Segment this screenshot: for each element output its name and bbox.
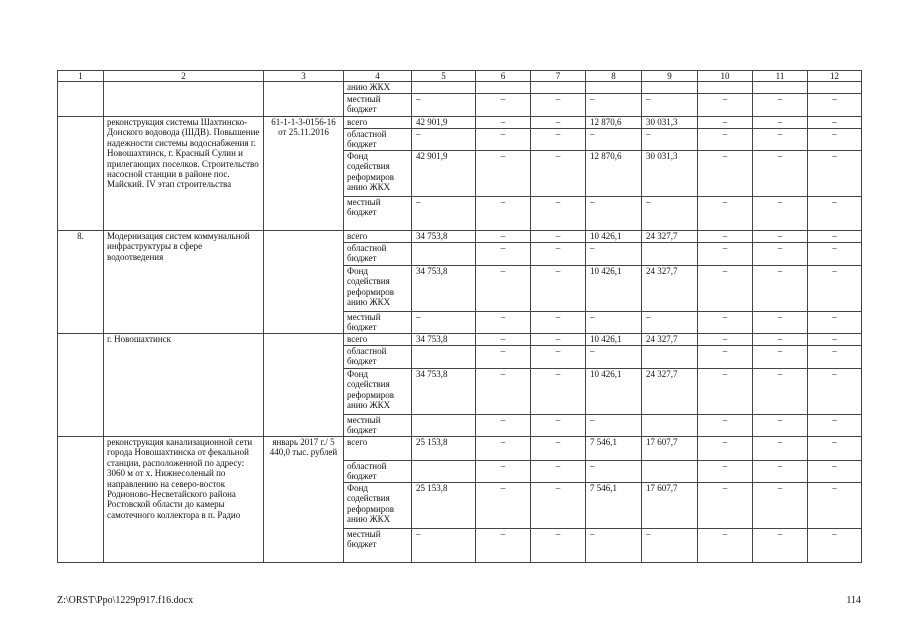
cell-c6: – [476,461,531,483]
cell-c12: – [808,483,862,529]
cell-c10: – [698,151,753,197]
cell-c11: – [753,369,808,415]
cell-total [412,243,476,266]
cell-name: Модернизация систем коммунальной инфраструктуры в сфере водоотведения [104,231,264,334]
cell-c6: – [476,266,531,312]
cell-doc [264,231,344,334]
cell-total: 42 901,9 [412,151,476,197]
header-cell: 3 [264,71,344,82]
page-number: 114 [846,595,861,606]
cell-c9: 30 031,3 [642,117,698,129]
cell-c8 [586,82,642,94]
header-cell: 1 [58,71,104,82]
cell-c11: – [753,266,808,312]
cell-c10: – [698,129,753,151]
cell-source: местный бюджет [344,197,412,231]
cell-c12: – [808,117,862,129]
file-path: Z:\ORST\Ppo\1229p917.f16.docx [57,595,194,606]
cell-source: Фонд содействия реформиров анию ЖКХ [344,369,412,415]
cell-c7 [531,82,586,94]
cell-source: всего [344,437,412,461]
cell-c7: – [531,151,586,197]
cell-c7: – [531,334,586,346]
cell-source: местный бюджет [344,529,412,563]
cell-c6: – [476,197,531,231]
cell-c7: – [531,94,586,117]
cell-c6: – [476,334,531,346]
header-cell: 10 [698,71,753,82]
cell-source: всего [344,231,412,243]
cell-c7: – [531,437,586,461]
cell-c6: – [476,312,531,334]
cell-c9: 17 607,7 [642,437,698,461]
table-row [58,334,862,346]
cell-c6: – [476,529,531,563]
cell-c8: – [586,129,642,151]
cell-source: областной бюджет [344,461,412,483]
cell-c12: – [808,369,862,415]
cell-c8: – [586,346,642,369]
cell-c7: – [531,529,586,563]
cell-c9 [642,243,698,266]
cell-c10: – [698,461,753,483]
cell-c9: 24 327,7 [642,369,698,415]
cell-c12: – [808,129,862,151]
cell-c9: – [642,197,698,231]
header-row [58,71,862,82]
cell-c12: – [808,231,862,243]
cell-c6: – [476,129,531,151]
cell-c11: – [753,117,808,129]
table-row [58,117,862,129]
cell-c11: – [753,483,808,529]
cell-c12: – [808,151,862,197]
cell-total: – [412,312,476,334]
cell-c12: – [808,243,862,266]
cell-c7: – [531,415,586,437]
cell-doc [264,334,344,437]
cell-name: реконструкция системы Шахтинско-Донского водовода (ШДВ). Повышение надежности системы водоснабжения г. Новошахтинск, г. Красный Сулин и прилегающих поселков. Строительство насосной станции в районе пос. Майский. IV этап строительства [104,117,264,231]
cell-c11: – [753,461,808,483]
cell-c9 [642,461,698,483]
header-cell: 12 [808,71,862,82]
cell-c8: 10 426,1 [586,369,642,415]
cell-c11: – [753,243,808,266]
cell-c11: – [753,312,808,334]
cell-c12: – [808,346,862,369]
cell-c8: – [586,461,642,483]
cell-total: 34 753,8 [412,369,476,415]
cell-c9: – [642,94,698,117]
cell-c6: – [476,117,531,129]
cell-c9 [642,346,698,369]
cell-total: 34 753,8 [412,266,476,312]
cell-c11: – [753,529,808,563]
cell-c10: – [698,312,753,334]
cell-source: местный бюджет [344,415,412,437]
table-row [58,437,862,461]
cell-c8: 10 426,1 [586,266,642,312]
cell-c10: – [698,94,753,117]
cell-c11: – [753,346,808,369]
cell-c8: – [586,197,642,231]
cell-c11: – [753,94,808,117]
cell-total: 34 753,8 [412,231,476,243]
cell-c12: – [808,461,862,483]
cell-source: всего [344,334,412,346]
cell-source: местный бюджет [344,312,412,334]
cell-doc [264,82,344,117]
cell-c8: 7 546,1 [586,437,642,461]
cell-c7: – [531,461,586,483]
cell-c11 [753,82,808,94]
cell-num [58,334,104,437]
cell-c7: – [531,243,586,266]
cell-c11: – [753,415,808,437]
cell-c10: – [698,334,753,346]
table-row [58,82,862,94]
cell-num [58,437,104,563]
cell-total [412,82,476,94]
cell-num [58,82,104,117]
cell-c12: – [808,437,862,461]
cell-source: областной бюджет [344,346,412,369]
cell-c12: – [808,266,862,312]
cell-c9: 24 327,7 [642,334,698,346]
header-cell: 5 [412,71,476,82]
cell-c11: – [753,151,808,197]
cell-total [412,415,476,437]
header-cell: 9 [642,71,698,82]
header-cell: 4 [344,71,412,82]
cell-total: 25 153,8 [412,483,476,529]
cell-c6: – [476,94,531,117]
cell-c10: – [698,483,753,529]
cell-c8: – [586,312,642,334]
cell-c7: – [531,312,586,334]
cell-c9: – [642,312,698,334]
cell-c6: – [476,483,531,529]
cell-c10: – [698,369,753,415]
cell-source: Фонд содействия реформиров анию ЖКХ [344,483,412,529]
cell-c7: – [531,197,586,231]
cell-c10: – [698,243,753,266]
cell-source: местный бюджет [344,94,412,117]
cell-doc: январь 2017 г./ 5 440,0 тыс. рублей [264,437,344,563]
cell-source: Фонд содействия реформиров анию ЖКХ [344,151,412,197]
cell-c11: – [753,437,808,461]
cell-doc: 61-1-1-3-0156-16 от 25.11.2016 [264,117,344,231]
header-cell: 6 [476,71,531,82]
cell-name: г. Новошахтинск [104,334,264,437]
cell-c7: – [531,117,586,129]
cell-source: областной бюджет [344,129,412,151]
cell-total: 25 153,8 [412,437,476,461]
header-cell: 7 [531,71,586,82]
cell-c9: – [642,129,698,151]
cell-c6: – [476,243,531,266]
header-cell: 2 [104,71,264,82]
cell-c9 [642,415,698,437]
cell-c7: – [531,129,586,151]
cell-c9: 30 031,3 [642,151,698,197]
cell-name: реконструкция канализационной сети города Новошахтинска от фекальной станции, расположенной по адресу: 3060 м от х. Нижнесоленый по направлению на северо-восток Родионово-Несветайского района Ростовской области до камеры самотечного коллектора в п. Радио [104,437,264,563]
cell-c10: – [698,529,753,563]
cell-total: – [412,94,476,117]
cell-c6: – [476,346,531,369]
cell-c10 [698,82,753,94]
cell-c10: – [698,437,753,461]
cell-source: всего [344,117,412,129]
cell-c6: – [476,415,531,437]
cell-c12: – [808,312,862,334]
cell-c7: – [531,231,586,243]
cell-c12: – [808,415,862,437]
cell-source: Фонд содействия реформиров анию ЖКХ [344,266,412,312]
cell-c8: 7 546,1 [586,483,642,529]
cell-c6: – [476,151,531,197]
cell-c9: 24 327,7 [642,231,698,243]
cell-c8: 12 870,6 [586,117,642,129]
cell-c11: – [753,129,808,151]
cell-total [412,346,476,369]
cell-c6: – [476,437,531,461]
cell-c10: – [698,197,753,231]
header-cell: 11 [753,71,808,82]
cell-c7: – [531,266,586,312]
cell-num: 8. [58,231,104,334]
cell-c6: – [476,231,531,243]
cell-total: – [412,129,476,151]
cell-c9 [642,82,698,94]
cell-total: – [412,529,476,563]
cell-c8: – [586,243,642,266]
document-table-container [57,70,861,563]
cell-c9: 17 607,7 [642,483,698,529]
cell-c8: – [586,529,642,563]
cell-c10: – [698,117,753,129]
cell-c9: 24 327,7 [642,266,698,312]
cell-c7: – [531,483,586,529]
cell-c7: – [531,346,586,369]
cell-source: анию ЖКХ [344,82,412,94]
cell-c8: 12 870,6 [586,151,642,197]
cell-total: – [412,197,476,231]
cell-c9: – [642,529,698,563]
cell-c11: – [753,197,808,231]
cell-c10: – [698,231,753,243]
cell-c8: 10 426,1 [586,334,642,346]
cell-total [412,461,476,483]
cell-total: 34 753,8 [412,334,476,346]
budget-table [57,70,862,563]
cell-c10: – [698,346,753,369]
cell-c12 [808,82,862,94]
cell-c8: 10 426,1 [586,231,642,243]
cell-c12: – [808,94,862,117]
cell-c12: – [808,334,862,346]
header-cell: 8 [586,71,642,82]
cell-c11: – [753,231,808,243]
cell-c6 [476,82,531,94]
cell-c12: – [808,529,862,563]
cell-name [104,82,264,117]
cell-total: 42 901,9 [412,117,476,129]
cell-c6: – [476,369,531,415]
cell-c7: – [531,369,586,415]
cell-c12: – [808,197,862,231]
cell-num [58,117,104,231]
cell-c8: – [586,94,642,117]
cell-c10: – [698,415,753,437]
cell-source: областной бюджет [344,243,412,266]
table-row [58,231,862,243]
cell-c11: – [753,334,808,346]
cell-c8: – [586,415,642,437]
cell-c10: – [698,266,753,312]
